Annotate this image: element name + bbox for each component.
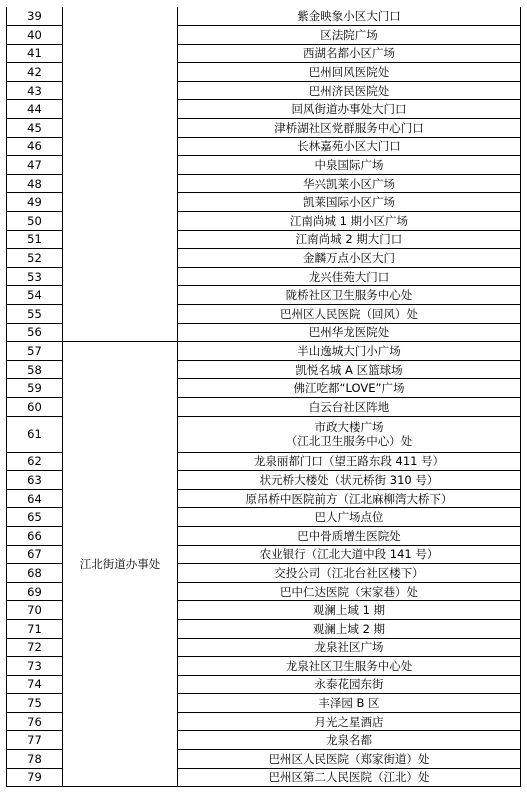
row-number: 75 [7, 694, 63, 713]
row-number: 44 [7, 100, 63, 119]
location-cell: 巴州华龙医院处 [178, 323, 521, 342]
location-cell: 观澜上域 1 期 [178, 601, 521, 620]
location-cell: 西湖名都小区广场 [178, 44, 521, 63]
location-line-2: （江北卫生服务中心）处 [285, 434, 413, 449]
group-1-office [63, 7, 178, 342]
row-number: 64 [7, 489, 63, 508]
location-table [6, 7, 521, 787]
location-line-1: 市政大楼广场 [314, 420, 384, 435]
row-number: 39 [7, 7, 63, 26]
location-cell: 巴州济民医院处 [178, 81, 521, 100]
row-number: 58 [7, 360, 63, 379]
location-cell: 紫金映象小区大门口 [178, 7, 521, 26]
row-number: 41 [7, 44, 63, 63]
location-cell: 观澜上域 2 期 [178, 619, 521, 638]
location-cell [178, 416, 521, 452]
row-number: 66 [7, 526, 63, 545]
row-number: 79 [7, 768, 63, 787]
location-cell: 巴中骨质增生医院处 [178, 526, 521, 545]
location-cell: 交投公司（江北台社区楼下） [178, 564, 521, 583]
location-cell: 龙泉丽都门口（望王路东段 411 号） [178, 452, 521, 471]
location-cell: 巴州回风医院处 [178, 63, 521, 82]
location-cell: 半山逸城大门小广场 [178, 342, 521, 361]
location-cell: 白云台社区阵地 [178, 397, 521, 416]
location-cell: 长林嘉苑小区大门口 [178, 137, 521, 156]
row-number: 78 [7, 750, 63, 769]
row-number: 48 [7, 174, 63, 193]
location-cell: 凯莱国际小区广场 [178, 193, 521, 212]
location-cell: 巴州区第二人民医院（江北）处 [178, 768, 521, 787]
row-number: 71 [7, 619, 63, 638]
location-cell: 龙泉社区广场 [178, 638, 521, 657]
row-number: 40 [7, 26, 63, 45]
row-number: 70 [7, 601, 63, 620]
row-number: 57 [7, 342, 63, 361]
location-cell: 农业银行（江北大道中段 141 号） [178, 545, 521, 564]
row-number: 54 [7, 286, 63, 305]
row-number: 65 [7, 508, 63, 527]
table-row [7, 342, 521, 361]
row-number: 76 [7, 712, 63, 731]
office-name: 江北街道办事处 [63, 342, 178, 787]
location-cell: 丰泽园 B 区 [178, 694, 521, 713]
location-cell: 江南尚城 2 期大门口 [178, 230, 521, 249]
location-cell: 中泉国际广场 [178, 156, 521, 175]
location-cell: 津桥湖社区党群服务中心门口 [178, 119, 521, 138]
row-number: 49 [7, 193, 63, 212]
row-number: 63 [7, 471, 63, 490]
row-number: 50 [7, 212, 63, 231]
row-number: 51 [7, 230, 63, 249]
row-number: 69 [7, 582, 63, 601]
row-number: 67 [7, 545, 63, 564]
location-cell: 巴人广场点位 [178, 508, 521, 527]
row-number: 56 [7, 323, 63, 342]
location-cell: 回风街道办事处大门口 [178, 100, 521, 119]
row-number: 68 [7, 564, 63, 583]
location-cell: 巴州区人民医院（回风）处 [178, 305, 521, 324]
location-cell: 龙泉社区卫生服务中心处 [178, 657, 521, 676]
document-page [6, 7, 520, 787]
table-row [7, 7, 521, 26]
location-cell: 永泰花园东街 [178, 675, 521, 694]
row-number: 47 [7, 156, 63, 175]
row-number: 52 [7, 249, 63, 268]
row-number: 45 [7, 119, 63, 138]
location-cell: 金麟万点小区大门 [178, 249, 521, 268]
location-cell: 龙兴佳苑大门口 [178, 267, 521, 286]
row-number: 46 [7, 137, 63, 156]
location-cell: 陇桥社区卫生服务中心处 [178, 286, 521, 305]
row-number: 61 [7, 416, 63, 452]
location-cell: 龙泉名都 [178, 731, 521, 750]
row-number: 53 [7, 267, 63, 286]
location-cell: 原吊桥中医院前方（江北麻柳湾大桥下） [178, 489, 521, 508]
row-number: 42 [7, 63, 63, 82]
location-cell: 凯悦名城 A 区篮球场 [178, 360, 521, 379]
row-number: 43 [7, 81, 63, 100]
location-cell: 江南尚城 1 期小区广场 [178, 212, 521, 231]
location-cell: 区法院广场 [178, 26, 521, 45]
row-number: 60 [7, 397, 63, 416]
location-cell: 佛江吃都“LOVE”广场 [178, 379, 521, 398]
row-number: 62 [7, 452, 63, 471]
location-cell: 巴州区人民医院（郑家街道）处 [178, 750, 521, 769]
location-cell: 华兴凯莱小区广场 [178, 174, 521, 193]
row-number: 72 [7, 638, 63, 657]
row-number: 77 [7, 731, 63, 750]
row-number: 73 [7, 657, 63, 676]
location-cell: 巴中仁达医院（宋家巷）处 [178, 582, 521, 601]
location-cell: 状元桥大楼处（状元桥街 310 号） [178, 471, 521, 490]
row-number: 59 [7, 379, 63, 398]
row-number: 55 [7, 305, 63, 324]
row-number: 74 [7, 675, 63, 694]
location-cell: 月光之星酒店 [178, 712, 521, 731]
